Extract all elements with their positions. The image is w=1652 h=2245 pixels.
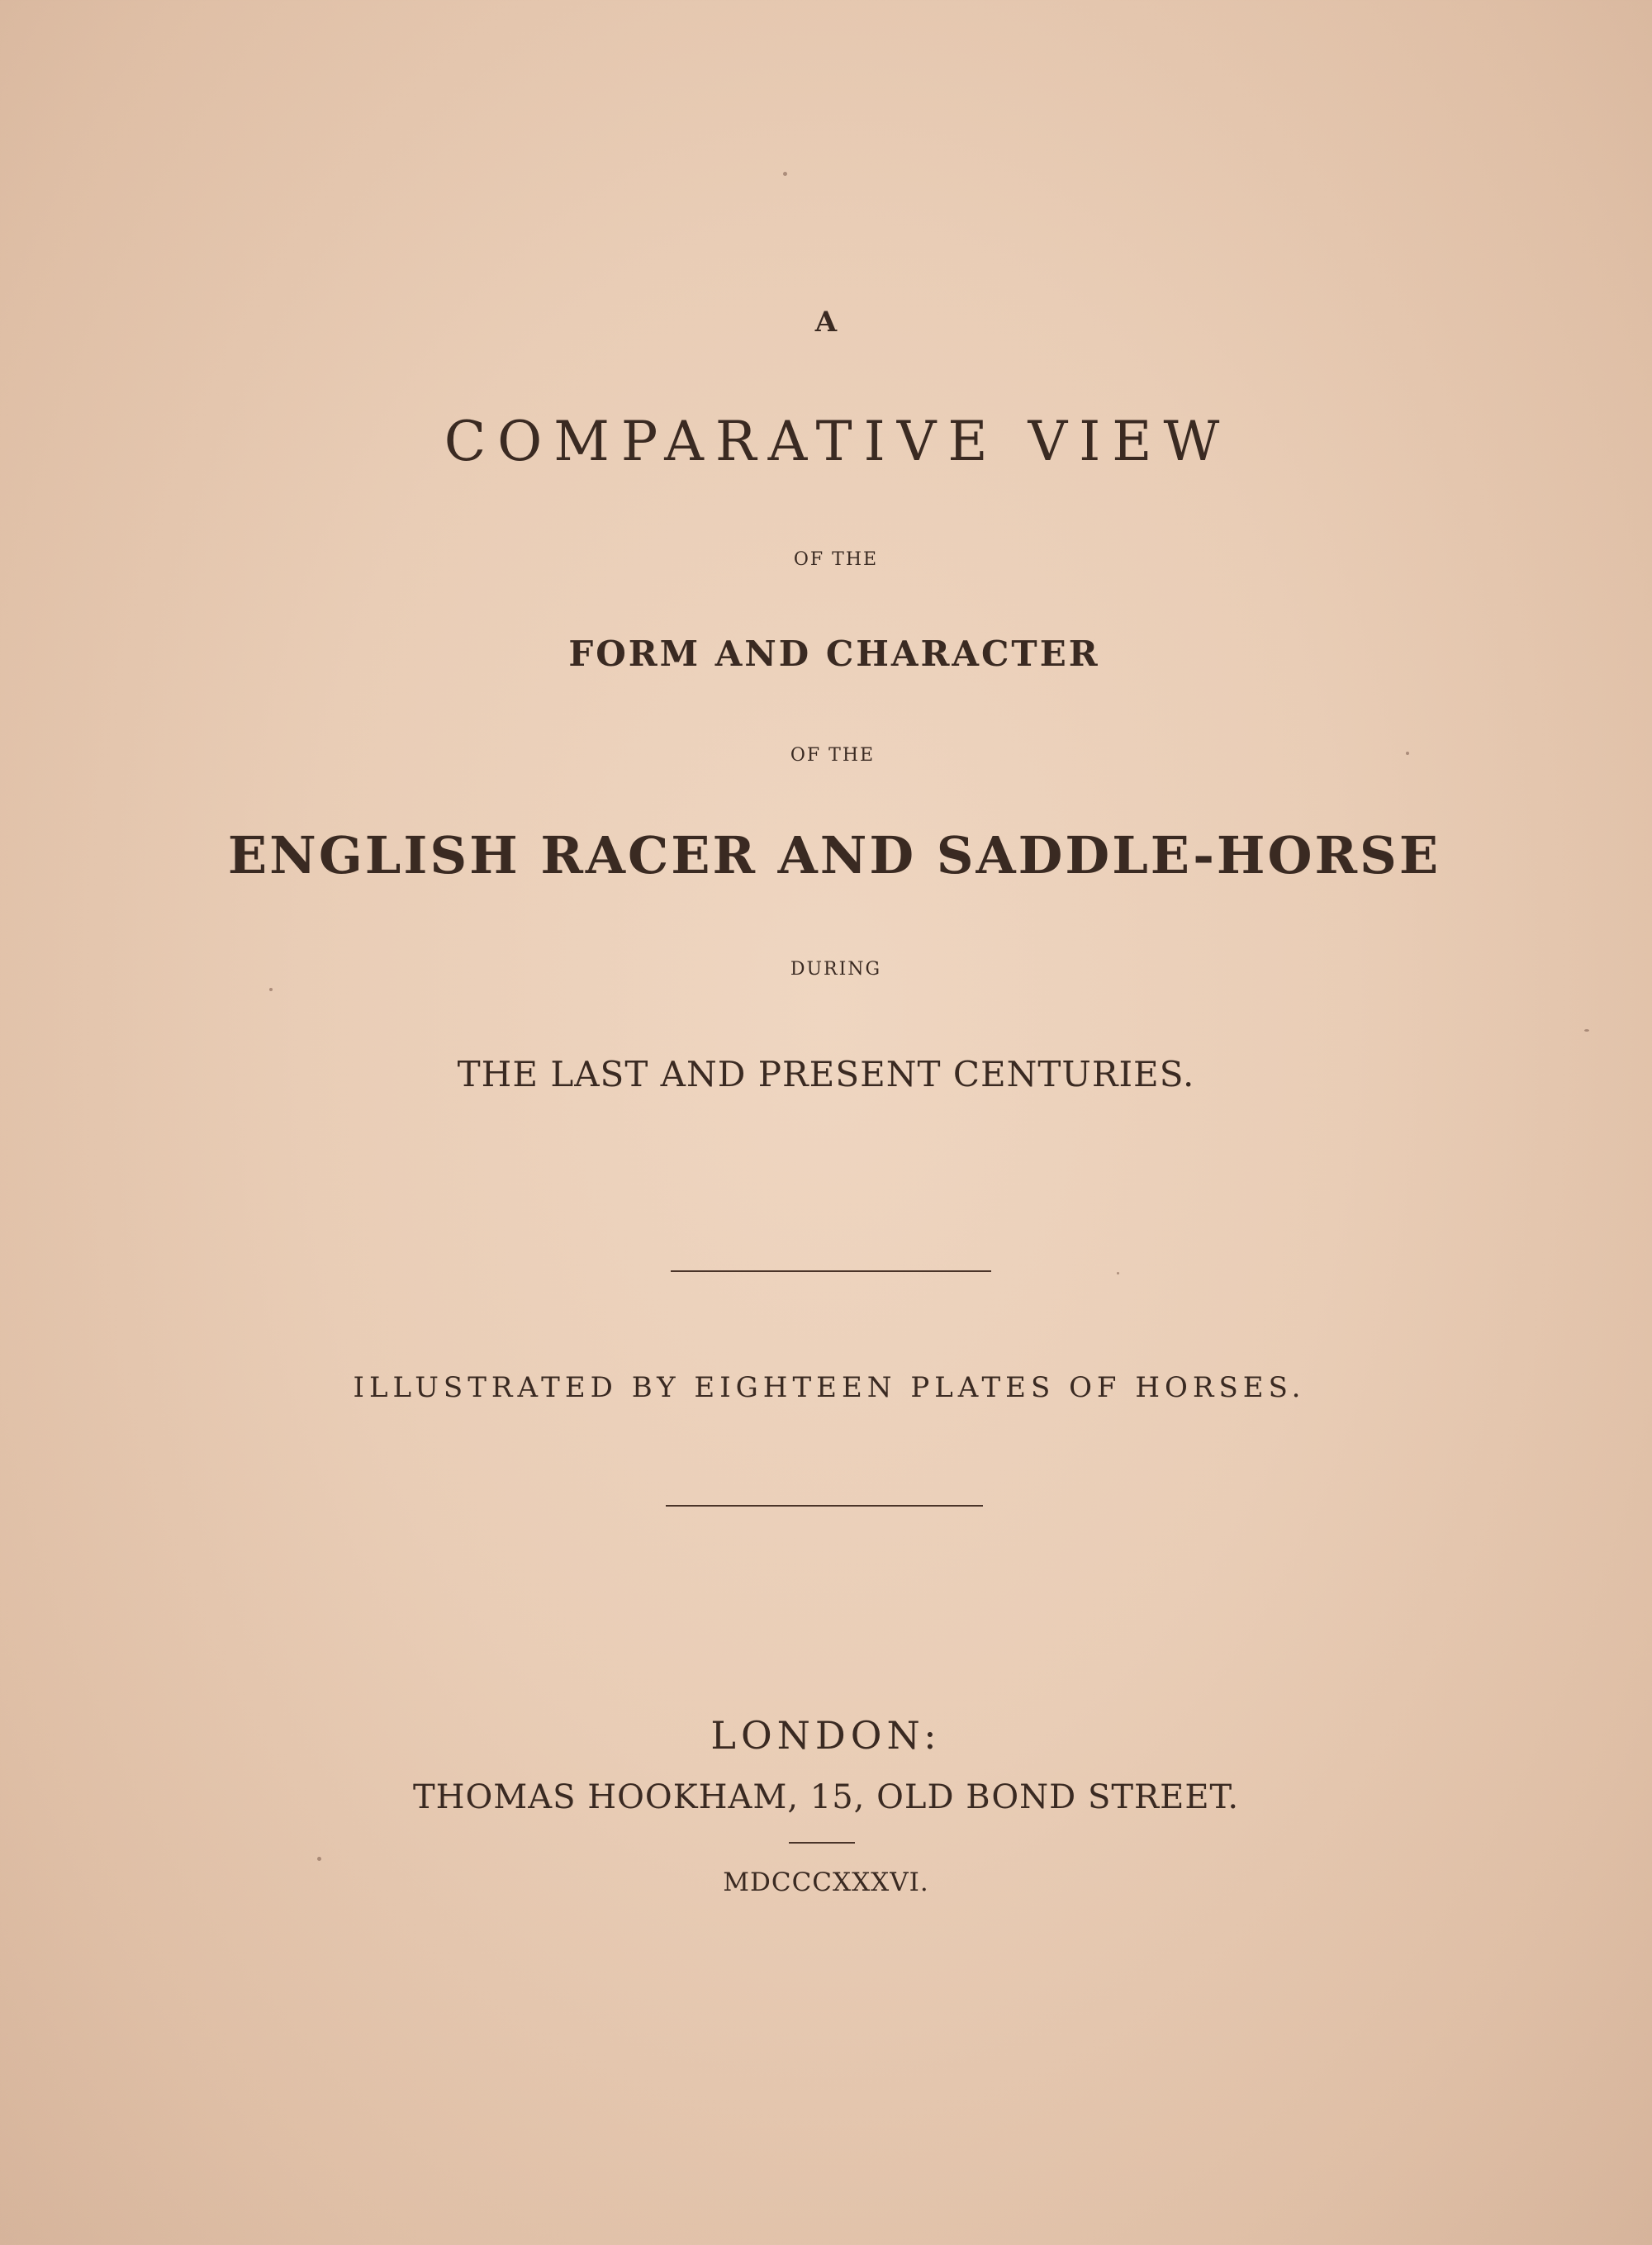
main-title: COMPARATIVE VIEW xyxy=(444,410,1232,473)
paper-speck xyxy=(317,1857,321,1861)
subtitle-period: THE LAST AND PRESENT CENTURIES. xyxy=(457,1054,1195,1094)
title-article: A xyxy=(814,306,838,339)
paper-speck xyxy=(1117,1272,1119,1274)
connector-during: DURING xyxy=(790,959,882,980)
subtitle-form-character: FORM AND CHARACTER xyxy=(568,634,1100,674)
connector-of-the-2: OF THE xyxy=(790,745,876,766)
paper-speck xyxy=(1406,752,1409,755)
imprint-publisher: THOMAS HOOKHAM, 15, OLD BOND STREET. xyxy=(412,1778,1240,1816)
imprint-date: MDCCCXXXVI. xyxy=(723,1868,929,1897)
imprint-city: LONDON: xyxy=(710,1713,942,1758)
paper-speck xyxy=(269,988,273,991)
divider-rule-middle xyxy=(666,1505,983,1507)
connector-of-the-1: OF THE xyxy=(793,549,879,570)
paper-speck xyxy=(783,172,787,176)
paper-speck xyxy=(1584,1029,1589,1032)
illustration-note: ILLUSTRATED BY EIGHTEEN PLATES OF HORSES. xyxy=(353,1371,1306,1404)
divider-rule-top xyxy=(671,1270,991,1272)
divider-rule-short xyxy=(789,1842,855,1844)
subtitle-english-racer: ENGLISH RACER AND SADDLE-HORSE xyxy=(227,825,1441,885)
